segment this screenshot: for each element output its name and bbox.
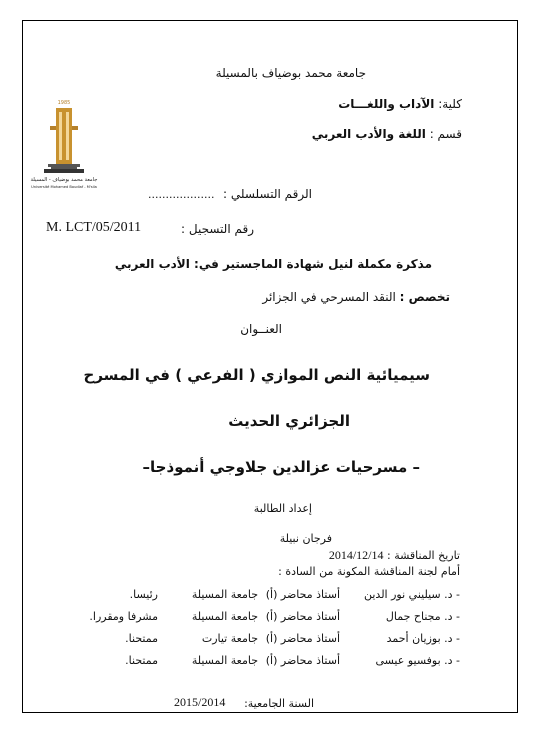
member-role: مشرفا ومقررا. <box>89 610 158 623</box>
member-university: جامعة المسيلة <box>191 588 258 601</box>
committee-row: - د. بوزيان أحمد <box>386 632 460 645</box>
faculty-label: كلية: <box>438 97 462 111</box>
member-name: د. بوفسيو عيسى <box>375 654 453 667</box>
member-rank: أستاذ محاضر (أ) <box>265 610 340 623</box>
thesis-title-line1: سيميائية النص الموازي ( الفرعي ) في المسرح <box>83 366 430 384</box>
member-rank: أستاذ محاضر (أ) <box>265 654 340 667</box>
specialty-label: تخصص : <box>399 290 450 304</box>
logo-name-fr: Université Mohamed Boudiaf - M'sila <box>31 185 97 189</box>
specialty-value: النقد المسرحي في الجزائر <box>262 290 396 304</box>
serial-value: ................... <box>148 188 215 201</box>
committee-row: - د. بوفسيو عيسى <box>375 654 460 667</box>
defense-line <box>329 548 460 563</box>
registration-value: M. LCT/05/2011 <box>46 220 142 235</box>
logo-name-ar: جامعة محمد بوضياف - المسيلة <box>30 177 98 183</box>
member-name: د. سيليني نور الدين <box>363 588 453 601</box>
academic-year-value: 2015/2014 <box>174 695 226 709</box>
memo-title: مذكرة مكملة لنيل شهادة الماجستير في: الأدب العربي <box>114 257 432 271</box>
serial-label: الرقم التسلسلي : <box>223 187 312 201</box>
university-logo <box>30 98 98 194</box>
member-name: د. بوزيان أحمد <box>386 632 453 645</box>
committee-intro: أمام لجنة المناقشة المكونة من السادة : <box>278 565 460 578</box>
university-name: جامعة محمد بوضياف بالمسيلة <box>215 66 366 80</box>
registration-label: رقم التسجيل : <box>181 222 254 236</box>
committee-row: - د. سيليني نور الدين <box>363 588 460 601</box>
member-university: جامعة المسيلة <box>191 610 258 623</box>
member-university: جامعة المسيلة <box>191 654 258 667</box>
defense-label: تاريخ المناقشة : <box>387 549 460 562</box>
academic-year-label: السنة الجامعية: <box>244 697 314 710</box>
department-line <box>312 127 462 141</box>
faculty-line <box>338 97 462 111</box>
department-value: اللغة والأدب العربي <box>311 127 426 141</box>
specialty-line <box>262 290 450 304</box>
logo-year: 1985 <box>57 100 71 106</box>
member-rank: أستاذ محاضر (أ) <box>265 588 340 601</box>
member-role: ممتحنا. <box>125 654 158 667</box>
defense-date: 2014/12/14 <box>328 548 384 562</box>
thesis-title-line2: الجزائري الحديث <box>228 412 350 430</box>
committee-row: - د. مجناح جمال <box>385 610 460 623</box>
member-role: ممتحنا. <box>125 632 158 645</box>
faculty-value: الآداب واللغـــات <box>338 97 435 111</box>
title-label: العنــوان <box>240 322 282 336</box>
department-label: قسم : <box>429 127 462 141</box>
member-rank: أستاذ محاضر (أ) <box>265 632 340 645</box>
thesis-title-line3: – مسرحيات عزالدين جلاوجي أنموذجا– <box>142 458 420 476</box>
member-university: جامعة تيارت <box>201 632 258 645</box>
student-name: فرجان نبيلة <box>279 532 332 545</box>
prepared-by-label: إعداد الطالبة <box>253 502 312 515</box>
member-name: د. مجناح جمال <box>385 610 453 623</box>
member-role: رئيسا. <box>129 588 158 601</box>
